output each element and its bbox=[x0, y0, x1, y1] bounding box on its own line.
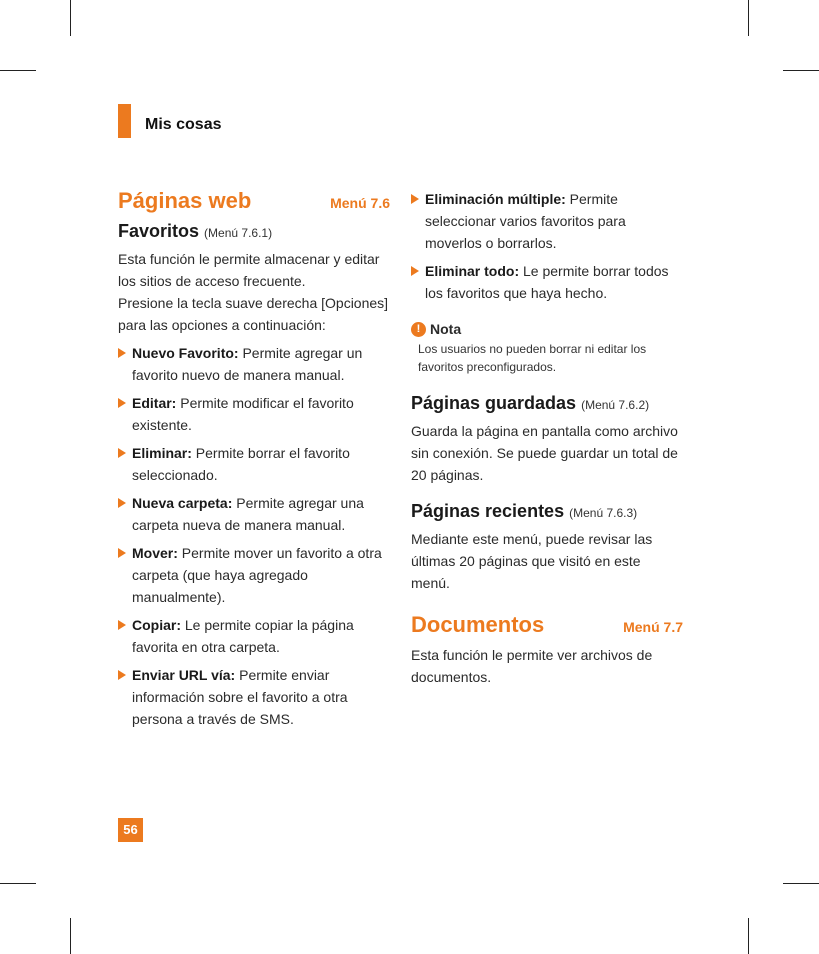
list-item bbox=[118, 492, 390, 536]
item-label: Copiar: bbox=[132, 617, 181, 633]
item-label: Eliminar: bbox=[132, 445, 192, 461]
list-item bbox=[118, 392, 390, 436]
list-item bbox=[118, 664, 390, 730]
arrow-icon bbox=[118, 498, 126, 508]
page-number: 56 bbox=[118, 818, 143, 842]
arrow-icon bbox=[118, 348, 126, 358]
section-header: Mis cosas bbox=[145, 116, 222, 133]
subsection-title: Páginas recientes bbox=[411, 501, 565, 521]
list-item bbox=[411, 188, 683, 254]
crop-mark bbox=[783, 70, 819, 71]
arrow-icon bbox=[411, 266, 419, 276]
list-item bbox=[411, 260, 683, 304]
subsection-heading bbox=[411, 392, 683, 416]
menu-ref: Menú 7.7 bbox=[623, 619, 683, 635]
arrow-icon bbox=[118, 620, 126, 630]
subsection-heading bbox=[118, 220, 390, 244]
subsection-heading bbox=[411, 500, 683, 524]
list-item bbox=[118, 342, 390, 386]
subsection-menu-ref: (Menú 7.6.3) bbox=[569, 506, 638, 520]
section-title: Documentos bbox=[411, 612, 545, 637]
arrow-icon bbox=[118, 548, 126, 558]
section-title: Páginas web bbox=[118, 188, 252, 213]
arrow-icon bbox=[411, 194, 419, 204]
subsection-menu-ref: (Menú 7.6.2) bbox=[581, 398, 650, 412]
crop-mark bbox=[783, 883, 819, 884]
options-list bbox=[411, 188, 683, 304]
item-label: Enviar URL vía: bbox=[132, 667, 236, 683]
crop-mark bbox=[748, 0, 749, 36]
section-marker bbox=[118, 104, 131, 138]
item-label: Eliminación múltiple: bbox=[425, 191, 566, 207]
note-text: Los usuarios no pueden borrar ni editar los favoritos preconfigurados. bbox=[418, 342, 647, 374]
item-text: Permite seleccionar varios favoritos para moverlos o borrarlos. bbox=[425, 191, 626, 251]
note-label: Nota bbox=[430, 321, 462, 337]
left-column bbox=[118, 190, 390, 736]
subsection-title: Favoritos bbox=[118, 221, 200, 241]
arrow-icon bbox=[118, 398, 126, 408]
right-column bbox=[411, 188, 683, 688]
item-text: Le permite copiar la página favorita en otra carpeta. bbox=[132, 617, 354, 655]
body-text: Guarda la página en pantalla como archivo sin conexión. Se puede guardar un total de 20 páginas. bbox=[411, 423, 678, 483]
body-text: Esta función le permite ver archivos de documentos. bbox=[411, 647, 653, 685]
crop-mark bbox=[70, 0, 71, 36]
list-item bbox=[118, 442, 390, 486]
crop-mark bbox=[748, 918, 749, 954]
subsection-title: Páginas guardadas bbox=[411, 393, 577, 413]
section-title-row bbox=[411, 614, 683, 638]
section-title-row bbox=[118, 190, 390, 214]
intro-text: Esta función le permite almacenar y editar los sitios de acceso frecuente. bbox=[118, 251, 380, 289]
item-text: Permite agregar un favorito nuevo de manera manual. bbox=[132, 345, 363, 383]
subsection-menu-ref: (Menú 7.6.1) bbox=[204, 226, 273, 240]
item-text: Permite modificar el favorito existente. bbox=[132, 395, 354, 433]
item-text: Permite mover un favorito a otra carpeta (que haya agregado manualmente). bbox=[132, 545, 382, 605]
list-item bbox=[118, 542, 390, 608]
item-text: Permite borrar el favorito seleccionado. bbox=[132, 445, 350, 483]
crop-mark bbox=[70, 918, 71, 954]
item-label: Editar: bbox=[132, 395, 177, 411]
item-text: Permite enviar información sobre el favorito a otra persona a través de SMS. bbox=[132, 667, 348, 727]
note-box bbox=[411, 318, 683, 376]
options-list bbox=[118, 342, 390, 730]
crop-mark bbox=[0, 70, 36, 71]
item-text: Le permite borrar todos los favoritos que haya hecho. bbox=[425, 263, 669, 301]
arrow-icon bbox=[118, 670, 126, 680]
item-label: Mover: bbox=[132, 545, 178, 561]
item-text: Permite agregar una carpeta nueva de manera manual. bbox=[132, 495, 364, 533]
note-header bbox=[411, 318, 683, 340]
item-label: Nueva carpeta: bbox=[132, 495, 233, 511]
body-text: Mediante este menú, puede revisar las últimas 20 páginas que visitó en este menú. bbox=[411, 531, 653, 591]
item-label: Eliminar todo: bbox=[425, 263, 520, 279]
item-label: Nuevo Favorito: bbox=[132, 345, 239, 361]
intro-text: Presione la tecla suave derecha [Opciones] para las opciones a continuación: bbox=[118, 295, 389, 333]
list-item bbox=[118, 614, 390, 658]
warning-icon: ! bbox=[411, 322, 426, 337]
crop-mark bbox=[0, 883, 36, 884]
menu-ref: Menú 7.6 bbox=[330, 195, 390, 211]
arrow-icon bbox=[118, 448, 126, 458]
